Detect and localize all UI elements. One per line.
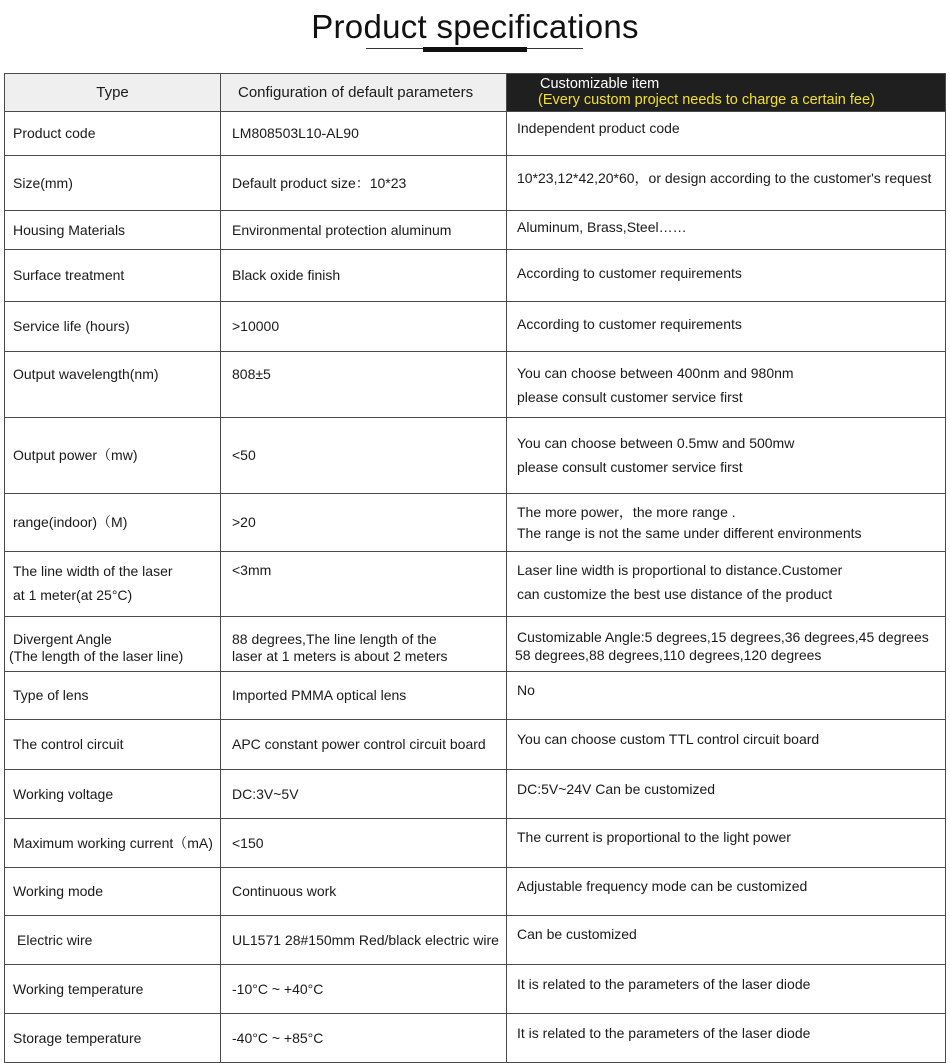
spec-table bbox=[4, 73, 946, 1063]
row-custom: 10*23,12*42,20*60，or design according to the customer's request bbox=[507, 156, 946, 211]
row-type: Service life (hours) bbox=[5, 302, 221, 352]
row-type: Working mode bbox=[5, 868, 221, 916]
row-custom-line2: The range is not the same under different environments bbox=[517, 524, 862, 541]
row-custom bbox=[507, 552, 946, 617]
table-row bbox=[5, 617, 946, 672]
row-custom bbox=[507, 617, 946, 672]
row-custom: According to customer requirements bbox=[507, 302, 946, 352]
row-custom-line1: Customizable Angle:5 degrees,15 degrees,36 degrees,45 degrees bbox=[517, 628, 929, 645]
row-default: -40°C ~ +85°C bbox=[221, 1014, 507, 1063]
header-default: Configuration of default parameters bbox=[221, 74, 507, 112]
row-default: Black oxide finish bbox=[221, 250, 507, 302]
row-custom: Adjustable frequency mode can be customized bbox=[507, 868, 946, 916]
table-row bbox=[5, 418, 946, 494]
row-type: Output wavelength(nm) bbox=[5, 352, 221, 418]
row-default bbox=[221, 617, 507, 672]
row-default: <3mm bbox=[221, 552, 507, 617]
table-row bbox=[5, 156, 946, 211]
row-default: APC constant power control circuit board bbox=[221, 720, 507, 770]
table-row bbox=[5, 494, 946, 552]
row-custom-line1: Laser line width is proportional to distance.Customer bbox=[517, 562, 843, 578]
row-type: Maximum working current（mA) bbox=[5, 819, 221, 868]
row-custom bbox=[507, 352, 946, 418]
row-type: Surface treatment bbox=[5, 250, 221, 302]
row-custom: It is related to the parameters of the laser diode bbox=[507, 1014, 946, 1063]
row-custom bbox=[507, 418, 946, 494]
table-row bbox=[5, 720, 946, 770]
row-custom-line2: please consult customer service first bbox=[517, 388, 743, 405]
header-row bbox=[5, 74, 946, 112]
row-default: Environmental protection aluminum bbox=[221, 211, 507, 250]
row-default: DC:3V~5V bbox=[221, 770, 507, 819]
row-default: >10000 bbox=[221, 302, 507, 352]
row-custom: DC:5V~24V Can be customized bbox=[507, 770, 946, 819]
row-type: The control circuit bbox=[5, 720, 221, 770]
row-type: Working voltage bbox=[5, 770, 221, 819]
table-row bbox=[5, 552, 946, 617]
row-custom-line2: please consult customer service first bbox=[517, 458, 743, 475]
row-custom: Aluminum, Brass,Steel…… bbox=[507, 211, 946, 250]
page-title: Product specifications bbox=[311, 8, 639, 45]
row-custom: According to customer requirements bbox=[507, 250, 946, 302]
header-custom-label: Customizable item bbox=[540, 75, 660, 92]
row-type: Output power（mw) bbox=[5, 418, 221, 494]
table-row bbox=[5, 965, 946, 1014]
table-row bbox=[5, 868, 946, 916]
row-custom: Can be customized bbox=[507, 916, 946, 965]
row-custom-line2: can customize the best use distance of the product bbox=[517, 585, 833, 602]
row-custom-line1: You can choose between 400nm and 980nm bbox=[517, 365, 794, 381]
table-row bbox=[5, 770, 946, 819]
row-default: Imported PMMA optical lens bbox=[221, 672, 507, 720]
row-custom: No bbox=[507, 672, 946, 720]
row-type bbox=[5, 552, 221, 617]
row-type-line2: at 1 meter(at 25°C) bbox=[13, 586, 133, 603]
table-row bbox=[5, 112, 946, 156]
row-default-line1: 88 degrees,The line length of the bbox=[232, 631, 437, 648]
row-type: Product code bbox=[5, 112, 221, 156]
row-default: UL1571 28#150mm Red/black electric wire bbox=[221, 916, 507, 965]
row-type-line2: (The length of the laser line) bbox=[9, 648, 184, 664]
row-type: Housing Materials bbox=[5, 211, 221, 250]
row-custom bbox=[507, 494, 946, 552]
row-type-line1: The line width of the laser bbox=[13, 563, 173, 579]
row-default: -10°C ~ +40°C bbox=[221, 965, 507, 1014]
row-default: Default product size：10*23 bbox=[221, 156, 507, 211]
row-default: Continuous work bbox=[221, 868, 507, 916]
row-default: >20 bbox=[221, 494, 507, 552]
title-accent-bar bbox=[423, 47, 527, 52]
row-custom-line1: The more power，the more range . bbox=[517, 504, 736, 521]
row-type bbox=[5, 617, 221, 672]
row-default: <50 bbox=[221, 418, 507, 494]
row-default-line2: laser at 1 meters is about 2 meters bbox=[232, 648, 448, 664]
row-type: Type of lens bbox=[5, 672, 221, 720]
table-row bbox=[5, 1014, 946, 1063]
table-row bbox=[5, 250, 946, 302]
table-row bbox=[5, 819, 946, 868]
row-custom: It is related to the parameters of the laser diode bbox=[507, 965, 946, 1014]
row-custom: You can choose custom TTL control circuit board bbox=[507, 720, 946, 770]
table-row bbox=[5, 672, 946, 720]
row-default: <150 bbox=[221, 819, 507, 868]
row-custom-line1: You can choose between 0.5mw and 500mw bbox=[517, 435, 795, 451]
row-type: Storage temperature bbox=[5, 1014, 221, 1063]
row-custom: The current is proportional to the light power bbox=[507, 819, 946, 868]
row-type: range(indoor)（M) bbox=[5, 494, 221, 552]
row-custom-line2: 58 degrees,88 degrees,110 degrees,120 degrees bbox=[515, 647, 822, 663]
row-type: Working temperature bbox=[5, 965, 221, 1014]
header-type: Type bbox=[5, 74, 221, 112]
row-type-line1: Divergent Angle bbox=[13, 631, 112, 648]
row-type: Electric wire bbox=[5, 916, 221, 965]
row-default: LM808503L10-AL90 bbox=[221, 112, 507, 156]
row-custom: Independent product code bbox=[507, 112, 946, 156]
table-row bbox=[5, 916, 946, 965]
table-row bbox=[5, 302, 946, 352]
row-type: Size(mm) bbox=[5, 156, 221, 211]
table-row bbox=[5, 211, 946, 250]
table-row bbox=[5, 352, 946, 418]
header-custom bbox=[507, 74, 946, 112]
header-custom-note: (Every custom project needs to charge a certain fee) bbox=[538, 91, 875, 108]
row-default: 808±5 bbox=[221, 352, 507, 418]
